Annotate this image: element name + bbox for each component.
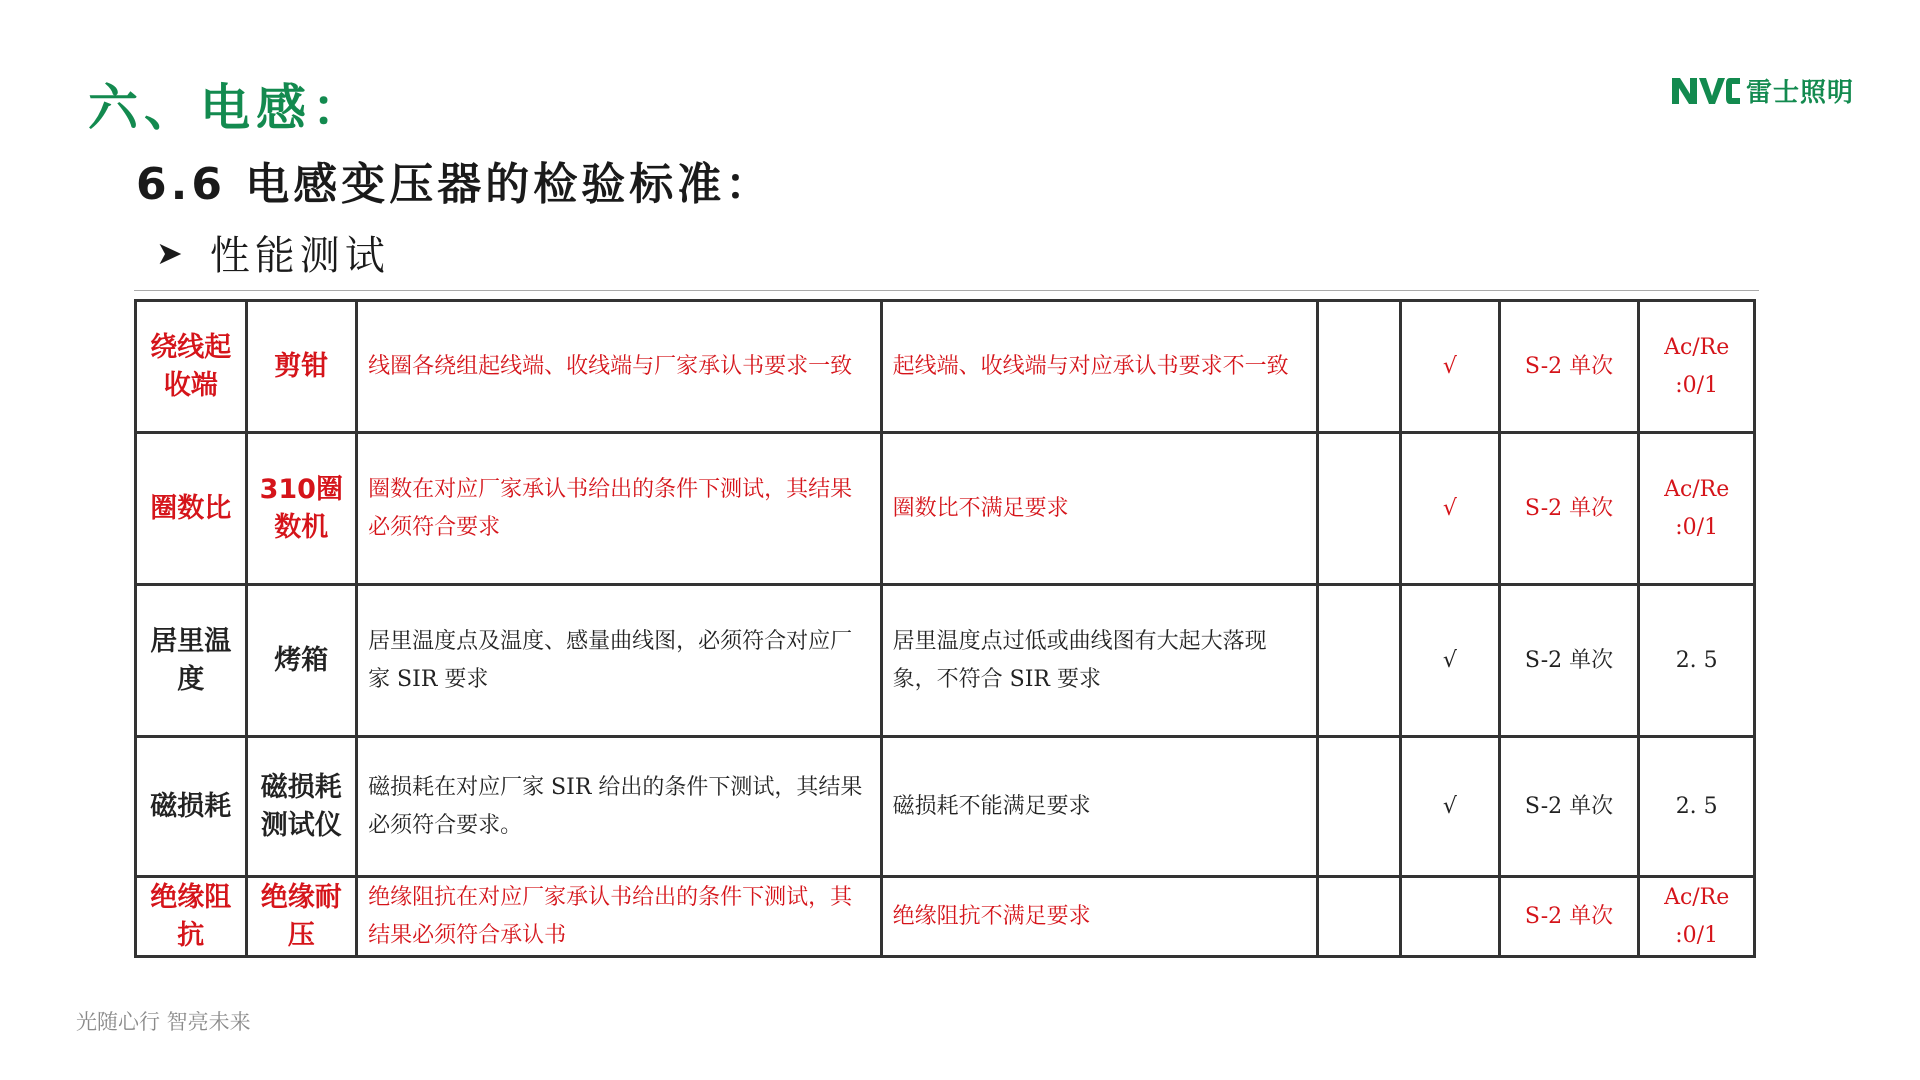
sampling-cell: S-2 单次 bbox=[1499, 877, 1639, 957]
requirement-cell: 圈数在对应厂家承认书给出的条件下测试，其结果必须符合要求 bbox=[357, 433, 882, 585]
defect-cell: 绝缘阻抗不满足要求 bbox=[881, 877, 1317, 957]
requirement-cell: 居里温度点及温度、感量曲线图，必须符合对应厂家 SIR 要求 bbox=[357, 585, 882, 737]
table-row bbox=[136, 737, 1755, 877]
tool-cell: 310圈数机 bbox=[246, 433, 357, 585]
defect-cell: 居里温度点过低或曲线图有大起大落现象，不符合 SIR 要求 bbox=[881, 585, 1317, 737]
sampling-cell: S-2 单次 bbox=[1499, 301, 1639, 433]
nvc-logo-icon bbox=[1670, 76, 1742, 106]
bullet-item bbox=[156, 224, 390, 281]
bullet-label: 性能测试 bbox=[209, 233, 390, 279]
tool-cell: 烤箱 bbox=[246, 585, 357, 737]
defect-cell: 起线端、收线端与对应承认书要求不一致 bbox=[881, 301, 1317, 433]
inspection-table bbox=[134, 290, 1759, 962]
blank-cell bbox=[1317, 737, 1400, 877]
section-subtitle: 6.6 电感变压器的检验标准： bbox=[136, 159, 774, 210]
sampling-cell: S-2 单次 bbox=[1499, 737, 1639, 877]
requirement-cell: 绝缘阻抗在对应厂家承认书给出的条件下测试，其结果必须符合承认书 bbox=[357, 877, 882, 957]
sampling-cell: S-2 单次 bbox=[1499, 585, 1639, 737]
criterion-cell: Ac/Re :0/1 bbox=[1639, 877, 1755, 957]
table-row bbox=[136, 585, 1755, 737]
table-row bbox=[136, 433, 1755, 585]
check-mark-cell: √ bbox=[1401, 433, 1499, 585]
table-row bbox=[136, 877, 1755, 957]
defect-cell: 圈数比不满足要求 bbox=[881, 433, 1317, 585]
sampling-cell: S-2 单次 bbox=[1499, 433, 1639, 585]
criterion-cell: Ac/Re :0/1 bbox=[1639, 433, 1755, 585]
footer-slogan: 光随心行 智亮未来 bbox=[76, 1010, 251, 1034]
item-cell: 绕线起收端 bbox=[136, 301, 247, 433]
blank-cell bbox=[1317, 433, 1400, 585]
tool-cell: 磁损耗测试仪 bbox=[246, 737, 357, 877]
table-row bbox=[136, 301, 1755, 433]
arrow-bullet-icon: ➤ bbox=[156, 233, 188, 272]
item-cell: 圈数比 bbox=[136, 433, 247, 585]
company-logo bbox=[1670, 72, 1854, 109]
page-title: 六、电感： bbox=[88, 79, 368, 137]
criterion-cell: 2. 5 bbox=[1639, 737, 1755, 877]
blank-cell bbox=[1317, 585, 1400, 737]
requirement-cell: 线圈各绕组起线端、收线端与厂家承认书要求一致 bbox=[357, 301, 882, 433]
defect-cell: 磁损耗不能满足要求 bbox=[881, 737, 1317, 877]
item-cell: 绝缘阻抗 bbox=[136, 877, 247, 957]
check-mark-cell: √ bbox=[1401, 301, 1499, 433]
blank-cell bbox=[1317, 301, 1400, 433]
criterion-cell: 2. 5 bbox=[1639, 585, 1755, 737]
check-mark-cell: √ bbox=[1401, 737, 1499, 877]
tool-cell: 绝缘耐压 bbox=[246, 877, 357, 957]
item-cell: 磁损耗 bbox=[136, 737, 247, 877]
criterion-cell: Ac/Re :0/1 bbox=[1639, 301, 1755, 433]
requirement-cell: 磁损耗在对应厂家 SIR 给出的条件下测试，其结果必须符合要求。 bbox=[357, 737, 882, 877]
check-mark-cell: √ bbox=[1401, 585, 1499, 737]
check-mark-cell bbox=[1401, 877, 1499, 957]
tool-cell: 剪钳 bbox=[246, 301, 357, 433]
item-cell: 居里温度 bbox=[136, 585, 247, 737]
logo-text: 雷士照明 bbox=[1746, 78, 1855, 108]
blank-cell bbox=[1317, 877, 1400, 957]
